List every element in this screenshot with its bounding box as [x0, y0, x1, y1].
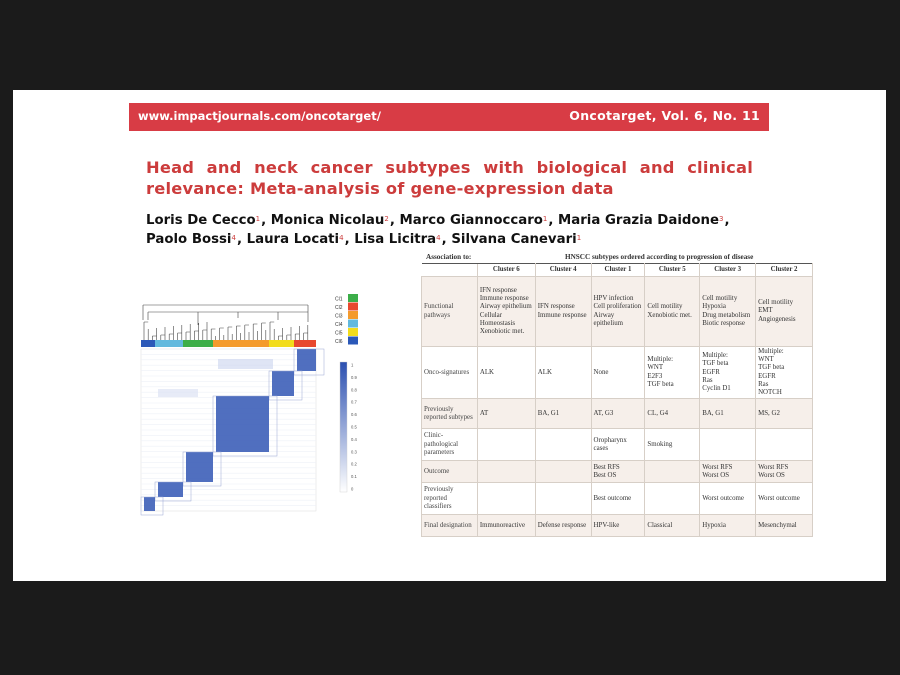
consensus-block	[186, 452, 213, 482]
paper-title: Head and neck cancer subtypes with biological and clinical relevance: Meta-analysis of gene-expression data	[146, 158, 753, 198]
cluster-band	[141, 340, 155, 347]
slide	[13, 90, 886, 581]
scale-tick-label: 0.1	[351, 474, 357, 480]
scale-tick-label: 0.4	[351, 436, 357, 442]
table-cell: Cell motility EMT Angiogenesis	[756, 277, 813, 347]
author-name: Loris De Cecco	[146, 213, 256, 228]
table-cell: HPV-like	[591, 515, 645, 537]
scale-tick-label: 0.5	[351, 424, 357, 430]
scale-tick-label: 0.7	[351, 399, 357, 405]
author-name: Lisa Licitra	[354, 232, 437, 247]
table-row	[422, 399, 813, 429]
table-cell: Multiple: WNT TGF beta EGFR Ras NOTCH	[756, 347, 813, 399]
scale-tick-label: 0.9	[351, 374, 357, 380]
table-cell: Cell motility Xenobiotic met.	[645, 277, 700, 347]
row-label: Functional pathways	[422, 277, 478, 347]
table-row	[422, 461, 813, 483]
scale-tick-label: 0	[351, 486, 354, 492]
affiliation-mark: 4	[339, 234, 344, 242]
journal-citation: Oncotarget, Vol. 6, No. 11	[569, 108, 760, 123]
table-cell: Best RFS Best OS	[591, 461, 645, 483]
off-diagonal-area	[158, 389, 198, 397]
affiliation-mark: 2	[384, 215, 389, 223]
consensus-block	[158, 482, 183, 497]
row-label: Previously reported subtypes	[422, 399, 478, 429]
scale-tick-label: 0.6	[351, 412, 357, 418]
affiliation-mark: 3	[719, 215, 724, 223]
dendrogram-branches	[143, 305, 308, 340]
cluster-column-header: Cluster 5	[645, 264, 700, 277]
table-cell	[535, 429, 591, 461]
row-label: Clinic-pathological parameters	[422, 429, 478, 461]
row-label: Previously reported classifiers	[422, 483, 478, 515]
table-cell	[700, 429, 756, 461]
table-cell: Multiple: WNT E2F3 TGF beta	[645, 347, 700, 399]
scale-tick-label: 0.2	[351, 461, 357, 467]
table-group-header: HNSCC subtypes ordered according to progression of disease	[565, 253, 754, 261]
legend-swatch	[348, 311, 358, 319]
cluster-column-header: Cluster 2	[756, 264, 813, 277]
table-row	[422, 347, 813, 399]
table-cell: Defense response	[535, 515, 591, 537]
consensus-matrix	[141, 349, 324, 515]
table-cell: Hypoxia	[700, 515, 756, 537]
scale-tick-label: 1	[351, 362, 354, 368]
table-cell: ALK	[477, 347, 535, 399]
table-cell	[477, 483, 535, 515]
cluster-column-header: Cluster 6	[477, 264, 535, 277]
cluster-column-header: Cluster 4	[535, 264, 591, 277]
table-cell: Worst RFS Worst OS	[756, 461, 813, 483]
consensus-block	[144, 497, 155, 511]
legend-label: Cl3	[335, 313, 343, 320]
consensus-block	[297, 349, 316, 371]
table-cell: Classical	[645, 515, 700, 537]
subtype-table	[421, 252, 813, 537]
author-name: Monica Nicolau	[270, 213, 385, 228]
table-cell: Best outcome	[591, 483, 645, 515]
affiliation-mark: 1	[576, 234, 582, 242]
table-cell: Worst RFS Worst OS	[700, 461, 756, 483]
table-cell: BA, G1	[535, 399, 591, 429]
consensus-block	[216, 396, 269, 452]
table-cell: AT	[477, 399, 535, 429]
table-cell: Worst outcome	[756, 483, 813, 515]
row-label: Outcome	[422, 461, 478, 483]
legend-label: Cl1	[335, 296, 343, 303]
table-cell: Multiple: TGF beta EGFR Ras Cyclin D1	[700, 347, 756, 399]
cluster-color-bar	[141, 340, 316, 347]
affiliation-mark: 4	[436, 234, 441, 242]
table-cell	[477, 429, 535, 461]
table-cell: Mesenchymal	[756, 515, 813, 537]
scale-tick-label: 0.3	[351, 449, 357, 455]
consensus-block	[272, 371, 294, 396]
off-diagonal-area	[218, 359, 273, 369]
author-name: Marco Giannoccaro	[399, 213, 543, 228]
author-name: Maria Grazia Daidone	[558, 213, 720, 228]
cluster-band	[269, 340, 294, 347]
legend-swatch	[348, 328, 358, 336]
table-cell	[756, 429, 813, 461]
legend-label: Cl2	[335, 305, 343, 311]
table-cell: Cell motility Hypoxia Drug metabolism Biotic response	[700, 277, 756, 347]
affiliation-mark: 1	[255, 215, 261, 223]
consensus-scale-bar	[340, 362, 357, 492]
table-row	[422, 277, 813, 347]
legend-label: Cl6	[335, 339, 343, 345]
table-cell: BA, G1	[700, 399, 756, 429]
dendrogram	[143, 305, 308, 340]
table-cell	[535, 483, 591, 515]
table-row	[422, 429, 813, 461]
cluster-column-header: Cluster 3	[700, 264, 756, 277]
author-name: Paolo Bossi	[146, 232, 232, 247]
row-label: Onco-signatures	[422, 347, 478, 399]
table-cell: MS, G2	[756, 399, 813, 429]
legend-swatch	[348, 337, 358, 345]
cluster-band	[155, 340, 183, 347]
table-cell	[535, 461, 591, 483]
cluster-column-header: Cluster 1	[591, 264, 645, 277]
legend-label: Cl5	[335, 330, 343, 337]
affiliation-mark: 4	[231, 234, 236, 242]
table-cell: None	[591, 347, 645, 399]
author-name: Silvana Canevari	[451, 232, 577, 247]
cluster-band	[183, 340, 213, 347]
journal-url[interactable]: www.impactjournals.com/oncotarget/	[138, 109, 381, 123]
table-cell: AT, G3	[591, 399, 645, 429]
scale-bar	[340, 362, 347, 492]
table-cell: Worst outcome	[700, 483, 756, 515]
legend-swatch	[348, 303, 358, 311]
cluster-legend	[335, 294, 358, 345]
table-cell	[645, 461, 700, 483]
table-row	[422, 515, 813, 537]
table-cell: ALK	[535, 347, 591, 399]
table-cell: IFN response Immune response Airway epithelium Cellular Homeostasis Xenobiotic met.	[477, 277, 535, 347]
cluster-band	[294, 340, 316, 347]
affiliation-mark: 1	[542, 215, 548, 223]
journal-banner	[129, 103, 769, 131]
table-row	[422, 483, 813, 515]
cluster-band	[213, 340, 269, 347]
consensus-heatmap	[138, 290, 368, 520]
scale-tick-label: 0.8	[351, 387, 357, 393]
row-label: Final designation	[422, 515, 478, 537]
author-name: Laura Locati	[246, 232, 340, 247]
legend-swatch	[348, 320, 358, 328]
legend-label: Cl4	[335, 322, 343, 328]
table-cell: IFN response Immune response	[535, 277, 591, 347]
table-cell	[645, 483, 700, 515]
author-list: Loris De Cecco$^1$, Monica Nicolau$^2$, Marco Giannoccaro$^1$, Maria Grazia Daidone$^3$, Paolo Bossi$^4$, Laura Locati$^4$, Lisa Licitra$^4$, Silvana Canevari$^1$	[146, 213, 730, 247]
table-cell: CL, G4	[645, 399, 700, 429]
table-cell: HPV infection Cell proliferation Airway epithelium	[591, 277, 645, 347]
table-cell: Smoking	[645, 429, 700, 461]
legend-swatch	[348, 294, 358, 302]
table-cell: Immunoreactive	[477, 515, 535, 537]
table-cell	[477, 461, 535, 483]
association-label: Association to:	[426, 253, 472, 261]
table-cell: Oropharynx cases	[591, 429, 645, 461]
